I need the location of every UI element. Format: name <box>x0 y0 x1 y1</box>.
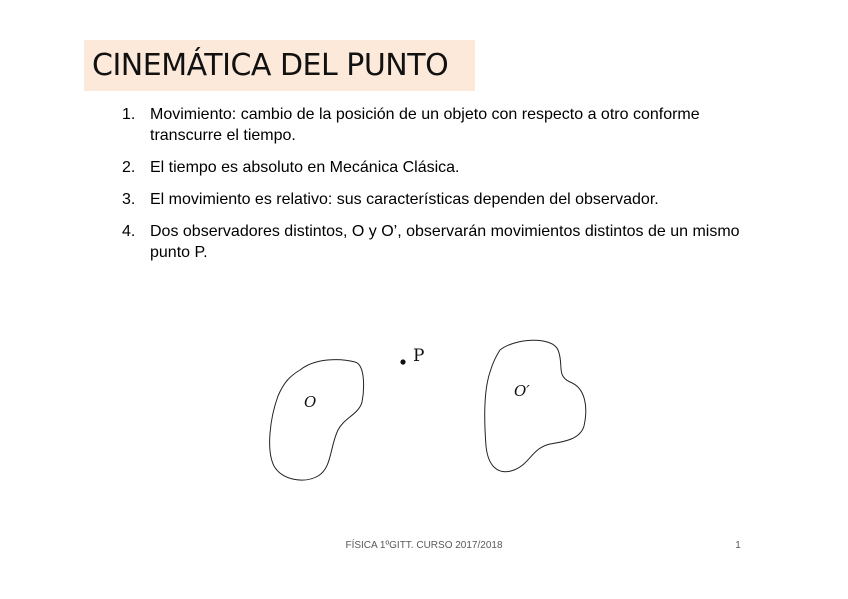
point-p-label: P <box>413 346 425 366</box>
list-number: 4. <box>122 223 136 240</box>
slide-title: CINEMÁTICA DEL PUNTO <box>92 48 449 83</box>
list-number: 2. <box>122 159 136 176</box>
list-item <box>122 189 762 210</box>
list-text: Movimiento: cambio de la posición de un objeto con respecto a otro conforme transcurre el tiempo. <box>150 106 700 144</box>
list-number: 1. <box>122 106 136 123</box>
list-item <box>122 104 762 146</box>
page-number: 1 <box>735 540 741 551</box>
list-text: El movimiento es relativo: sus características dependen del observador. <box>150 191 659 208</box>
bullet-list <box>122 104 762 274</box>
observer-o2-blob <box>485 340 586 471</box>
observers-figure <box>260 330 600 490</box>
footer-course: FÍSICA 1ºGITT. CURSO 2017/2018 <box>345 540 503 551</box>
observer-o-label: O <box>304 393 317 411</box>
title-box <box>84 40 475 91</box>
point-p-marker <box>400 359 405 364</box>
observer-o2-label: O′ <box>514 382 530 400</box>
list-item <box>122 221 762 263</box>
list-item <box>122 157 762 178</box>
list-text: Dos observadores distintos, O y O’, observarán movimientos distintos de un mismo punto P. <box>150 223 740 261</box>
list-number: 3. <box>122 191 136 208</box>
list-text: El tiempo es absoluto en Mecánica Clásica. <box>150 159 460 176</box>
observer-o-blob <box>270 360 364 480</box>
